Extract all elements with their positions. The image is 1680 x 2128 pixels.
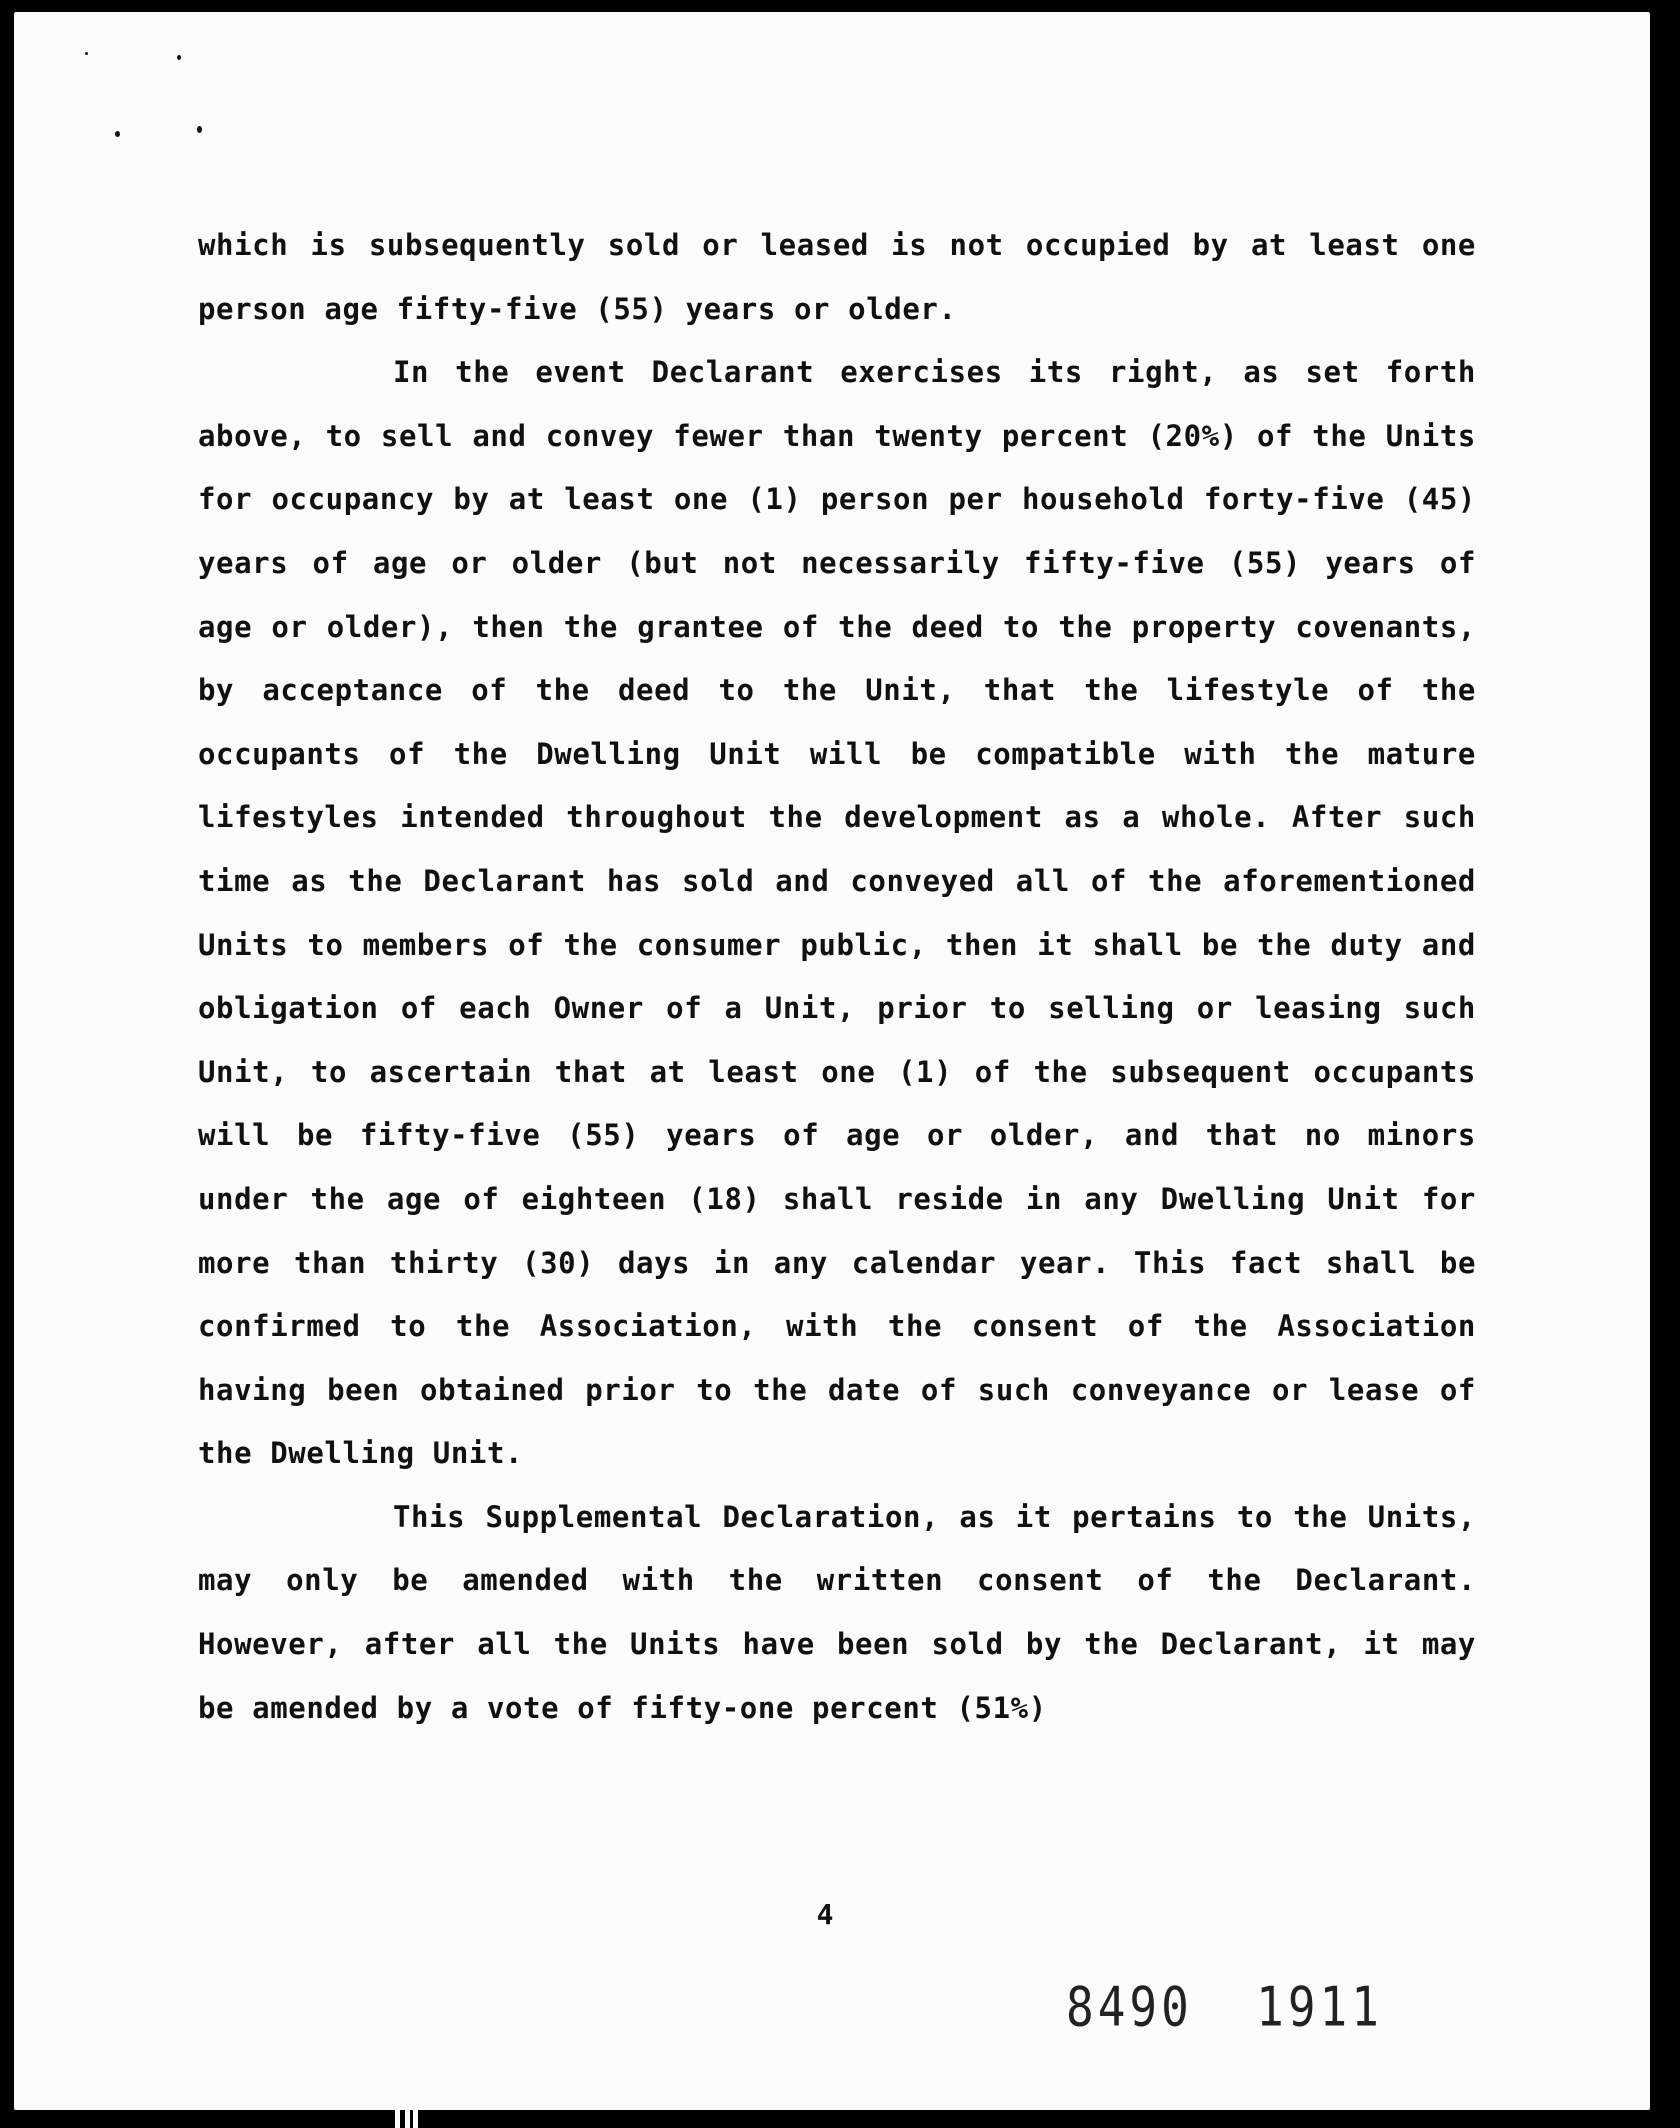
- scan-speck: [115, 131, 120, 137]
- scan-marks: [395, 2106, 435, 2128]
- body-text: [198, 214, 1476, 1740]
- document-stamp-number: 8490 1911: [1066, 1975, 1383, 2039]
- scan-speck: [85, 52, 88, 55]
- scan-speck: [177, 55, 181, 60]
- scan-speck: [197, 126, 202, 133]
- page-number: 4: [816, 1898, 834, 1931]
- paragraph-1: which is subsequently sold or leased is not occupied by at least one person age fifty-five (55) years or older.: [198, 228, 1476, 326]
- paragraph-3: This Supplemental Declaration, as it pertains to the Units, may only be amended with the written consent of the Declarant. However, after all the Units have been sold by the Declarant, it may be amended by a vote of fifty-one percent (51%): [198, 1499, 1476, 1725]
- paragraph-2: In the event Declarant exercises its right, as set forth above, to sell and convey fewer than twenty percent (20%) of the Units for occupancy by at least one (1) person per household forty-five (45) years of age or older (but not necessarily fifty-five (55) years of age or older), then the grantee of the deed to the property covenants, by acceptance of the deed to the Unit, that the lifestyle of the occupants of the Dwelling Unit will be compatible with the mature lifestyles intended throughout the development as a whole. After such time as the Declarant has sold and conveyed all of the aforementioned Units to members of the consumer public, then it shall be the duty and obligation of each Owner of a Unit, prior to selling or leasing such Unit, to ascertain that at least one (1) of the subsequent occupants will be fifty-five (55) years of age or older, and that no minors under the age of eighteen (18) shall reside in any Dwelling Unit for more than thirty (30) days in any calendar year. This fact shall be confirmed to the Association, with the consent of the Association having been obtained prior to the date of such conveyance or lease of the Dwelling Unit.: [198, 355, 1476, 1471]
